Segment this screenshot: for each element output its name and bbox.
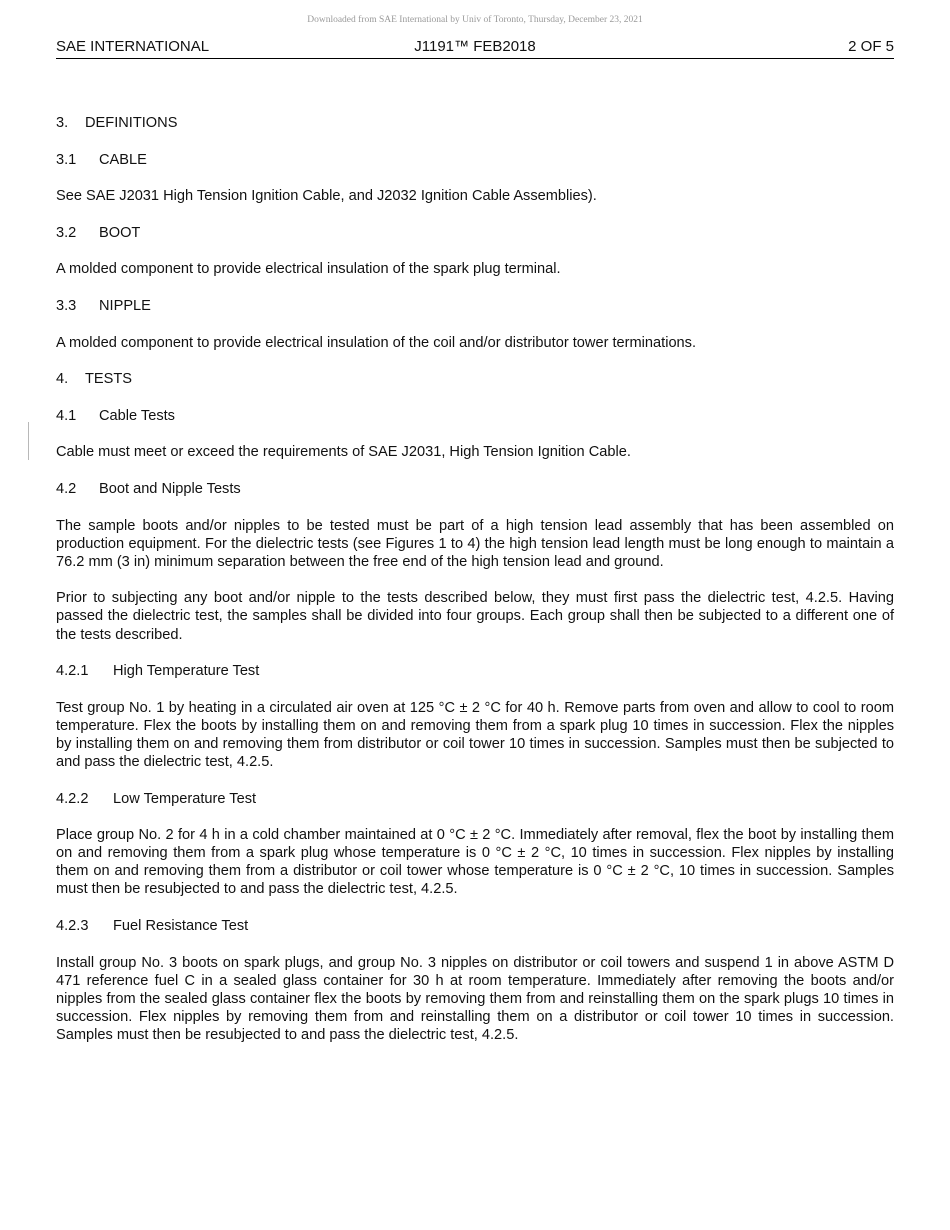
section-3-3-text: A molded component to provide electrical insulation of the coil and/or distributor tower terminations. bbox=[56, 334, 697, 351]
document-body bbox=[56, 114, 894, 1063]
section-3-1-heading bbox=[56, 151, 894, 169]
section-4-2-heading bbox=[56, 480, 894, 498]
change-bar bbox=[28, 422, 29, 460]
section-4-2-2-heading bbox=[56, 790, 894, 808]
section-4-1-text: Cable must meet or exceed the requirements of SAE J2031, High Tension Ignition Cable. bbox=[56, 444, 631, 461]
section-number: 4.2.1 bbox=[56, 663, 89, 680]
section-number: 3.3 bbox=[56, 297, 77, 314]
section-4-2-3-text: Install group No. 3 boots on spark plugs, and group No. 3 nipples on distributor or coil towers and suspend 1 in above ASTM D 471 reference fuel C in a sealed glass container for 30 h at room temperature. Immediately after removing the boots and/or nipples from the sealed glass container flex the boots by removing them from and reinstalling them on the spark plugs 10 times in succession. Flex nipples by removing them from and reinstalling them on a distributor or coil tower 10 times in succession. Samples must then be resubjected to and pass the dielectric test, 4.2.5. bbox=[56, 954, 894, 1043]
section-3-3-heading bbox=[56, 297, 894, 315]
section-4-2-paragraph-1: The sample boots and/or nipples to be tested must be part of a high tension lead assembly that has been assembled on production equipment. For the dielectric tests (see Figures 1 to 4) the high tension lead length must be long enough to maintain a 76.2 mm (3 in) minimum separation between the free end of the high tension lead and ground. bbox=[56, 517, 894, 570]
section-number: 4.2 bbox=[56, 480, 77, 497]
section-number: 4.2.2 bbox=[56, 790, 89, 807]
section-title: TESTS bbox=[85, 371, 133, 388]
section-title: CABLE bbox=[99, 151, 147, 168]
section-4-2-3-heading bbox=[56, 917, 894, 935]
header-document-number: J1191™ FEB2018 bbox=[414, 38, 536, 55]
section-number: 4. bbox=[56, 371, 69, 388]
section-title: BOOT bbox=[99, 224, 141, 241]
section-4-2-1-heading bbox=[56, 662, 894, 680]
section-3-1-text: See SAE J2031 High Tension Ignition Cable, and J2032 Ignition Cable Assemblies). bbox=[56, 188, 597, 205]
section-title: NIPPLE bbox=[99, 297, 151, 314]
section-title: Cable Tests bbox=[99, 407, 175, 424]
section-title: Boot and Nipple Tests bbox=[99, 480, 241, 497]
section-3-heading bbox=[56, 114, 894, 132]
section-3-2-heading bbox=[56, 224, 894, 242]
section-4-2-2-text: Place group No. 2 for 4 h in a cold chamber maintained at 0 °C ± 2 °C. Immediately after removal, flex the boot by installing them on and removing them from a spark plug whose temperature is 0 °C ± 2 °C, 10 times in succession. Flex nipples by installing them on and removing them from a distributor or coil tower whose temperature is 0 °C ± 2 °C, 10 times in succession. Samples must then be resubjected to and pass the dielectric test, 4.2.5. bbox=[56, 827, 894, 898]
section-title: DEFINITIONS bbox=[85, 115, 178, 131]
section-title: Low Temperature Test bbox=[113, 790, 257, 807]
page-header bbox=[56, 38, 894, 59]
download-watermark: Downloaded from SAE International by Univ of Toronto, Thursday, December 23, 2021 bbox=[307, 15, 643, 25]
section-title: High Temperature Test bbox=[113, 663, 260, 680]
header-page-number: 2 OF 5 bbox=[848, 38, 894, 55]
section-4-heading bbox=[56, 370, 894, 388]
section-3-2-text: A molded component to provide electrical insulation of the spark plug terminal. bbox=[56, 261, 561, 278]
section-4-1-heading bbox=[56, 407, 894, 425]
section-title: Fuel Resistance Test bbox=[113, 918, 249, 935]
section-number: 3.1 bbox=[56, 151, 77, 168]
section-number: 4.1 bbox=[56, 407, 77, 424]
section-4-2-paragraph-2: Prior to subjecting any boot and/or nipple to the tests described below, they must first pass the dielectric test, 4.2.5. Having passed the dielectric test, the samples shall be divided into four groups. Each group shall then be subjected to a different one of the tests described. bbox=[56, 590, 894, 643]
section-number: 3. bbox=[56, 115, 69, 131]
section-number: 4.2.3 bbox=[56, 918, 89, 935]
section-4-2-1-text: Test group No. 1 by heating in a circulated air oven at 125 °C ± 2 °C for 40 h. Remove parts from oven and allow to cool to room temperature. Flex the boots by installing them on and removing them from a spark plug 10 times in succession. Flex the nipples by installing them on and removing them from distributor or coil tower 10 times in succession. Samples must then be subjected to and pass the dielectric test, 4.2.5. bbox=[56, 699, 894, 770]
section-number: 3.2 bbox=[56, 224, 77, 241]
header-organization: SAE INTERNATIONAL bbox=[56, 38, 210, 55]
